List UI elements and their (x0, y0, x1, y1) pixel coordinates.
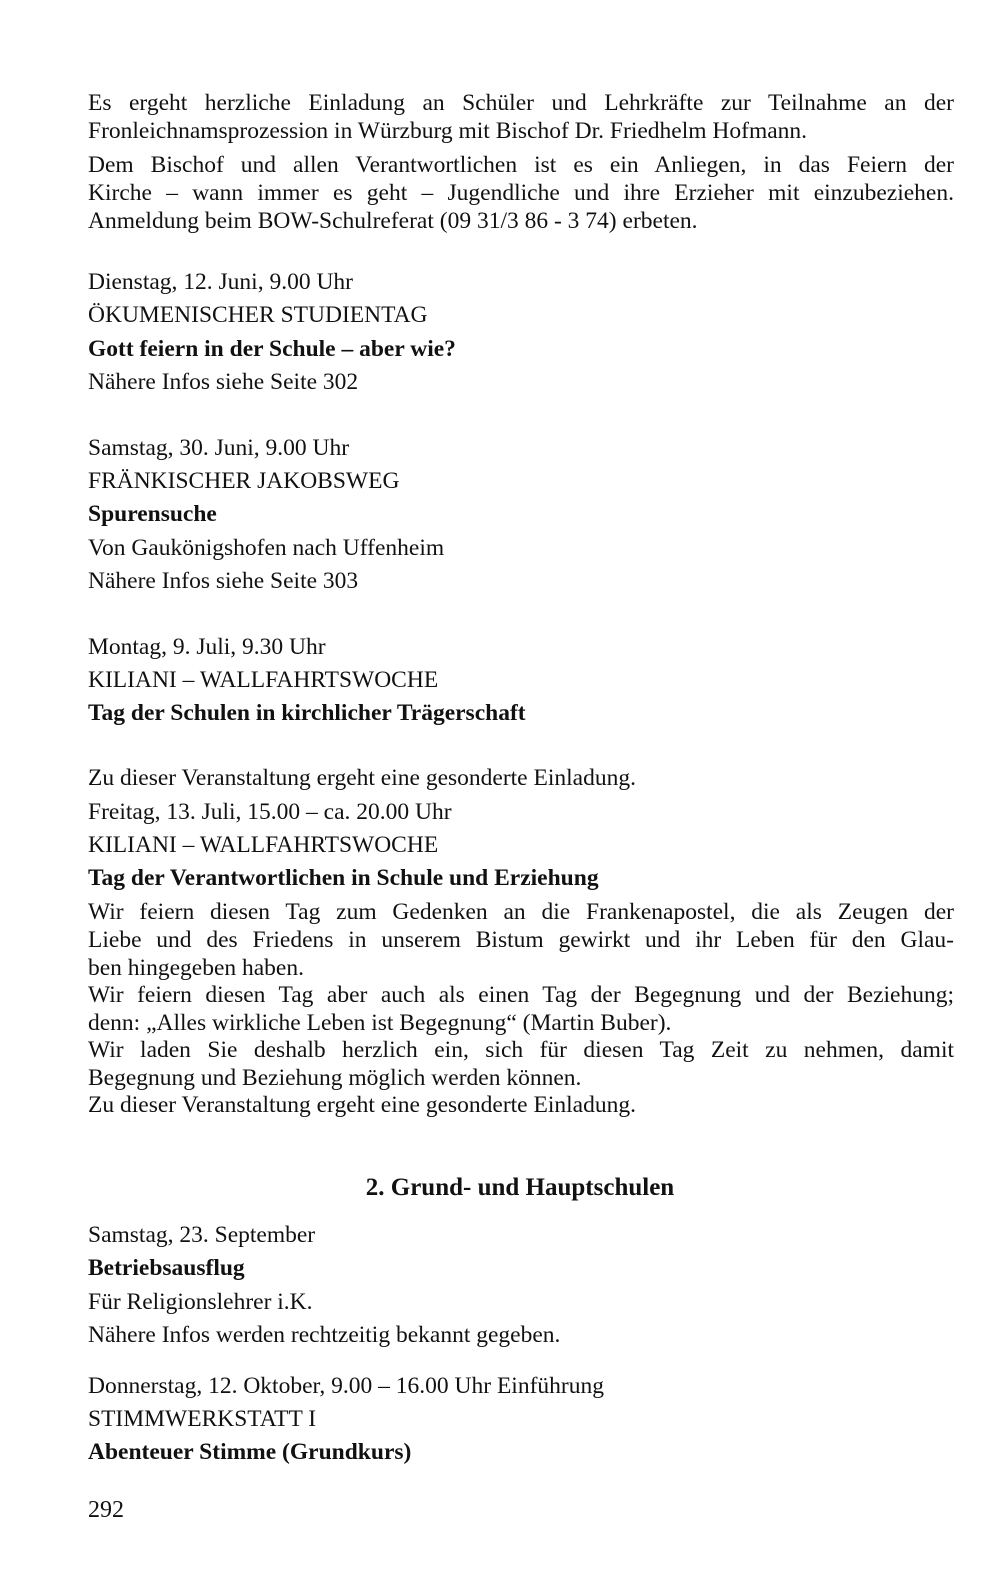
event-date: Montag, 9. Juli, 9.30 Uhr (88, 634, 326, 660)
event-date: Donnerstag, 12. Oktober, 9.00 – 16.00 Uhr Einführung (88, 1373, 604, 1399)
event-title: Gott feiern in der Schule – aber wie? (88, 336, 456, 362)
intro-line: Anmeldung beim BOW-Schulreferat (09 31/3 86 - 3 74) erbeten. (88, 208, 698, 234)
intro-line: Kirche – wann immer es geht – Jugendliche und ihre Erzieher mit einzubeziehen. (88, 180, 954, 206)
event-date: Samstag, 23. September (88, 1222, 316, 1248)
event-title: Tag der Schulen in kirchlicher Trägerschaft (88, 700, 526, 726)
event-category: STIMMWERKSTATT I (88, 1406, 317, 1432)
event-note: denn: „Alles wirkliche Leben ist Begegnung“ (Martin Buber). (88, 1010, 672, 1036)
event-note: Wir feiern diesen Tag aber auch als einen Tag der Begegnung und der Beziehung; (88, 982, 954, 1008)
section-heading: 2. Grund- und Hauptschulen (365, 1174, 675, 1201)
event-title: Spurensuche (88, 501, 217, 527)
intro-line: Fronleichnamsprozession in Würzburg mit Bischof Dr. Friedhelm Hofmann. (88, 118, 808, 144)
event-category: KILIANI – WALLFAHRTSWOCHE (88, 667, 439, 693)
event-title: Abenteuer Stimme (Grundkurs) (88, 1439, 412, 1465)
event-note: Wir feiern diesen Tag zum Gedenken an die Frankenapostel, die als Zeugen der (88, 899, 954, 925)
page-number: 292 (88, 1497, 124, 1523)
event-note: Von Gaukönigshofen nach Uffenheim (88, 535, 445, 561)
event-category: FRÄNKISCHER JAKOBSWEG (88, 468, 400, 494)
event-note: Für Religionslehrer i.K. (88, 1289, 313, 1315)
event-note: Begegnung und Beziehung möglich werden können. (88, 1065, 582, 1091)
event-note: Nähere Infos werden rechtzeitig bekannt gegeben. (88, 1322, 561, 1348)
event-date: Dienstag, 12. Juni, 9.00 Uhr (88, 269, 354, 295)
intro-line: Dem Bischof und allen Verantwortlichen ist es ein Anliegen, in das Feiern der (88, 152, 954, 178)
event-note: Liebe und des Friedens in unserem Bistum gewirkt und ihr Leben für den Glau- (88, 927, 954, 953)
event-note: Zu dieser Veranstaltung ergeht eine gesonderte Einladung. (88, 1092, 636, 1118)
event-note: Wir laden Sie deshalb herzlich ein, sich für diesen Tag Zeit zu nehmen, damit (88, 1037, 954, 1063)
event-category: ÖKUMENISCHER STUDIENTAG (88, 302, 428, 328)
event-note: ben hingegeben haben. (88, 955, 304, 981)
event-note: Zu dieser Veranstaltung ergeht eine gesonderte Einladung. (88, 765, 636, 791)
event-note: Nähere Infos siehe Seite 302 (88, 369, 359, 395)
event-title: Betriebsausflug (88, 1255, 245, 1281)
event-date: Samstag, 30. Juni, 9.00 Uhr (88, 435, 350, 461)
event-title: Tag der Verantwortlichen in Schule und Erziehung (88, 865, 599, 891)
event-category: KILIANI – WALLFAHRTSWOCHE (88, 832, 439, 858)
event-date: Freitag, 13. Juli, 15.00 – ca. 20.00 Uhr (88, 799, 452, 825)
event-note: Nähere Infos siehe Seite 303 (88, 568, 359, 594)
intro-line: Es ergeht herzliche Einladung an Schüler und Lehrkräfte zur Teilnahme an der (88, 90, 954, 116)
